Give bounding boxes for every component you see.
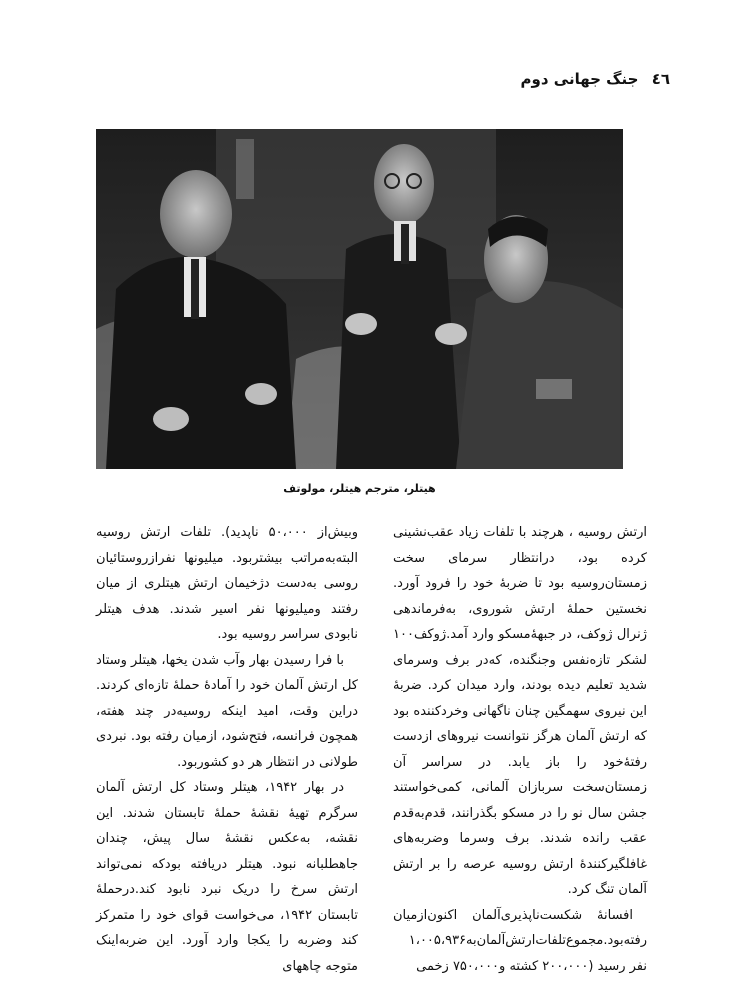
running-title: جنگ جهانی دوم (520, 70, 639, 88)
paragraph: در بهار ۱۹۴۲، هیتلر وستاد کل ارتش آلمان سرگرم تهیهٔ نقشهٔ حملهٔ تابستان شدند. این نقشه، به‌عکس نقشهٔ سال پیش، چندان جاهطلبانه نبود. هیتلر دریافته بودکه نمی‌تواند ارتش سرخ را دریک نبرد نابود کند.درحملهٔ تابستان ۱۹۴۲، می‌خواست قوای خود را متمرکز کند وضربه را یکجا وارد آورد. این ضربه‌اینک متوجه چاههای (96, 780, 359, 974)
paragraph: با فرا رسیدن بهار وآب شدن یخها، هیتلر وستاد کل ارتش آلمان خود را آمادهٔ حملهٔ تازه‌ای کردند. دراین وقت، امید اینکه روسیه‌در چند هفته، همچون فرانسه، فتح‌شود، ازمیان رفته بود. نبردی طولانی در انتظار هر دو کشوربود. (96, 652, 358, 770)
photo-illustration (96, 129, 623, 469)
paragraph: وبیش‌از ۵۰،۰۰۰ ناپدید). تلفات ارتش روسیه البته‌به‌مراتب بیشتربود. میلیونها نفرازروستائیان روسی به‌دست دژخیمان ارتش هیتلری از میان رفتند ومیلیونها نفر اسیر شدند. هدف هیتلر نابودی سراسر روسیه بود. (96, 525, 358, 642)
page-header (520, 70, 670, 96)
page-number: ٤٦ (651, 70, 670, 88)
photo-caption: هیتلر، مترجم هیتلر، مولوتف (283, 482, 436, 495)
historical-photo (96, 129, 623, 469)
paragraph: ارتش روسیه ، هرچند با تلفات زیاد عقب‌نشینی کرده بود، درانتظار سرمای سخت زمستان‌روسیه بود تا ضربهٔ خود را فرود آورد. نخستین حملهٔ ارتش شوروی، به‌فرماندهی ژنرال ژوکف، در جبههٔ‌مسکو وارد آمد.ژوکف۱۰۰ لشکر تازه‌نفس وجنگنده، که‌در برف وسرمای شدید تعلیم دیده بودند، وارد میدان کرد. ضربهٔ این نیروی سهمگین چنان ناگهانی وخردکننده بود که ارتش آلمان هرگز نتوانست نیروهای ازدست رفتهٔ‌خود را باز یابد. در سراسر آن زمستان‌سخت سربازان آلمانی، کمی‌خواستند جشن سال نو را در مسکو بگذرانند، قدم‌به‌قدم عقب رانده شدند. برف وسرما وضربه‌های غافلگیرکنندهٔ ارتش روسیه عرصه را بر ارتش آلمان تنگ کرد. (393, 525, 647, 897)
text-column-right (393, 520, 647, 979)
text-column-left (96, 520, 358, 979)
paragraph: افسانهٔ شکست‌ناپذیری‌آلمان اکنون‌ازمیان رفته‌بود.مجموع‌تلفات‌ارتش‌آلمان‌به۱،۰۰۵،۹۳۶ نفر رسید (۲۰۰،۰۰۰ کشته و۷۵۰،۰۰۰ زخمی (393, 907, 647, 974)
